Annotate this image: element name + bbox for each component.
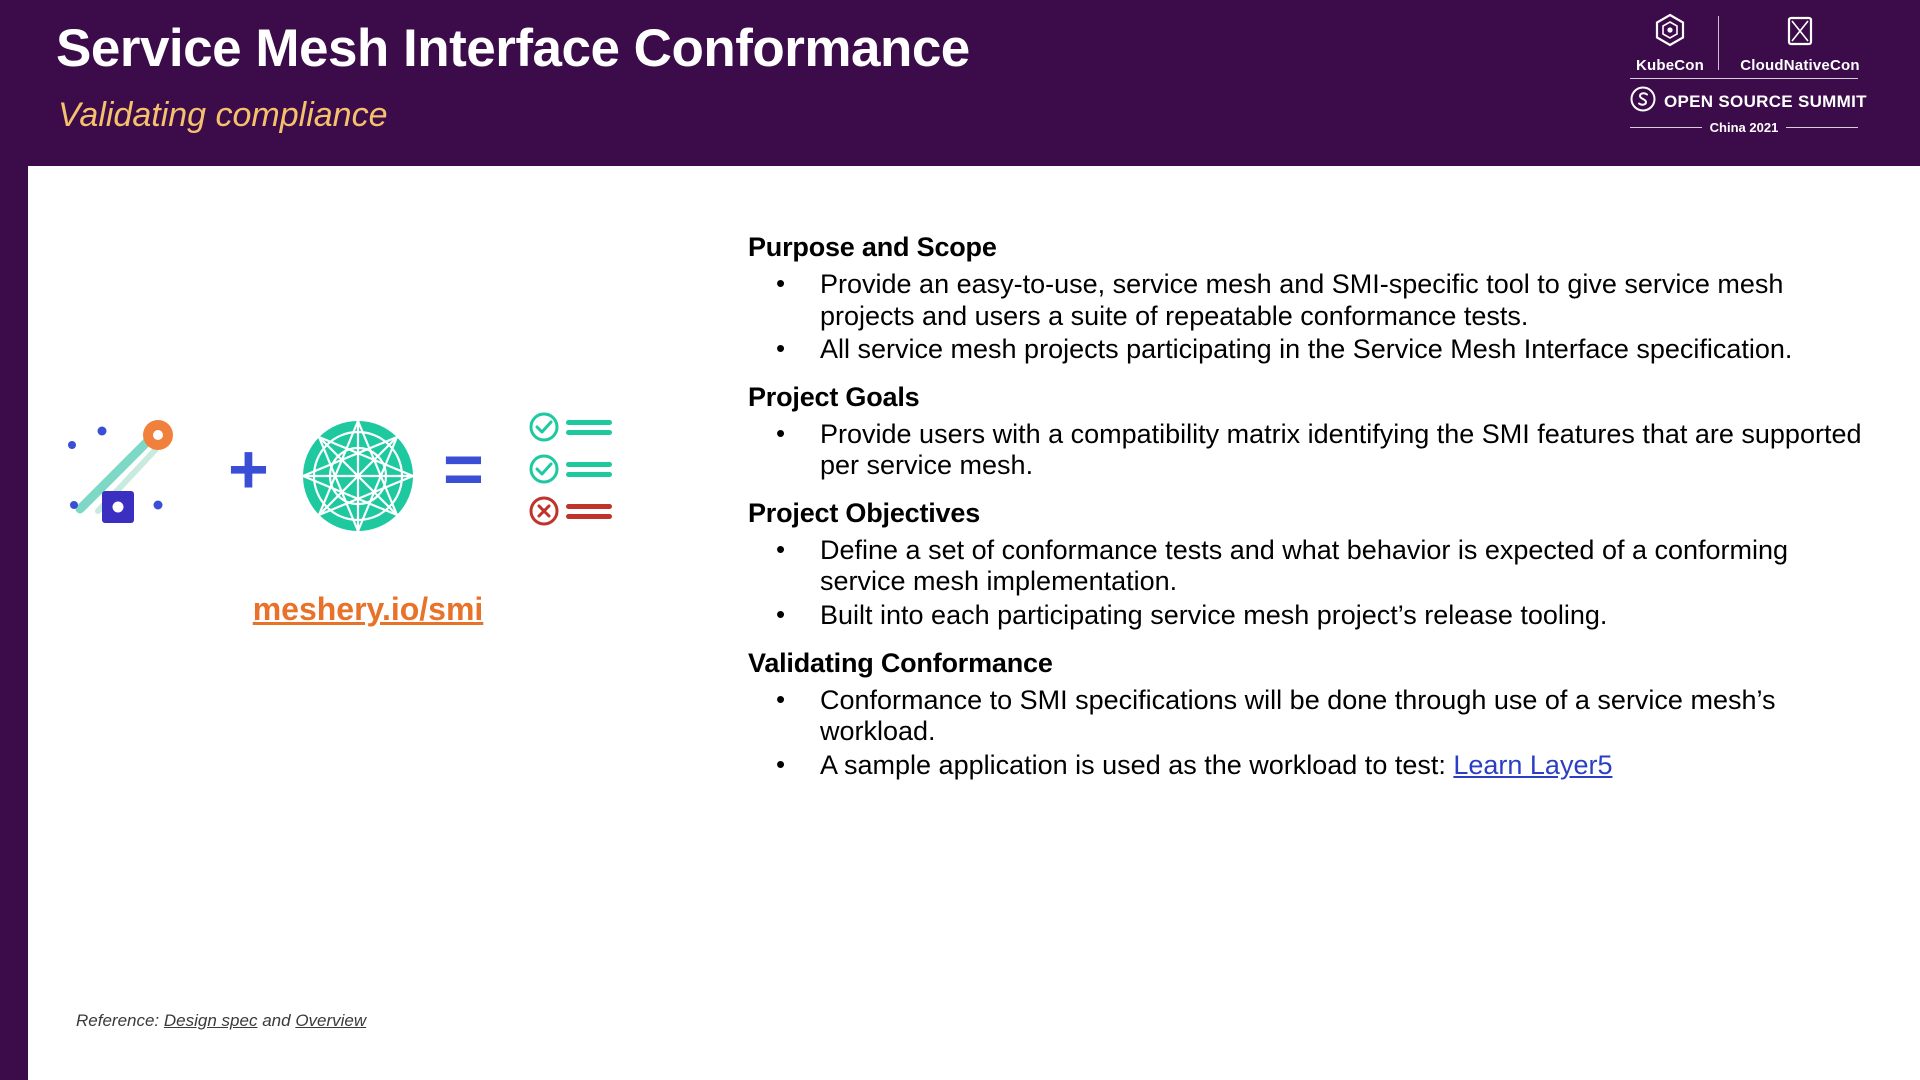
conformance-test-results-icon [531,414,612,524]
list-item: • Define a set of conformance tests and what behavior is expected of a conforming service mesh implementation. [748,535,1878,598]
section-purpose-and-scope [748,232,1878,366]
list-item: • Provide an easy-to-use, service mesh and SMI-specific tool to give service mesh projects and users a suite of repeatable conformance tests. [748,269,1878,332]
learn-layer5-link[interactable]: Learn Layer5 [1453,749,1613,780]
bullet-list [748,419,1878,482]
svg-text:+: + [228,430,269,508]
open-source-summit-s-icon [1630,86,1656,117]
svg-text:=: = [443,430,484,508]
list-item: • Conformance to SMI specifications will be done through use of a service mesh’s workload. [748,685,1878,748]
list-item: • Built into each participating service mesh project’s release tooling. [748,600,1878,632]
meshery-logo-icon [68,420,173,523]
logo-year-line-left [1630,127,1702,128]
bullet-list [748,685,1878,782]
section-validating-conformance [748,648,1878,782]
list-item: • Provide users with a compatibility matrix identifying the SMI features that are supported per service mesh. [748,419,1878,482]
section-heading: Validating Conformance [748,647,1053,678]
event-logo-lockup [1630,8,1880,148]
bullet-list [748,269,1878,366]
logo-horizontal-rule [1630,78,1858,79]
logo-year-line-right [1786,127,1858,128]
logo-divider [1718,16,1719,70]
cloud-native-cube-icon [1781,12,1819,55]
list-item: • All service mesh projects participating in the Service Mesh Interface specification. [748,334,1878,366]
page-subtitle: Validating compliance [58,96,388,134]
left-accent-rail [0,0,28,1080]
section-heading: Purpose and Scope [748,232,997,262]
summit-label: OPEN SOURCE SUMMIT [1664,91,1867,111]
bullet-list [748,535,1878,632]
equation-graphic [58,401,658,551]
service-mesh-interface-icon [303,421,413,531]
reference-overview-link[interactable]: Overview [295,1011,367,1030]
cloudnativecon-label: CloudNativeCon [1740,57,1860,74]
section-project-goals [748,382,1878,482]
page-title: Service Mesh Interface Conformance [56,19,970,78]
reference-prefix: Reference: [76,1011,160,1030]
kubernetes-helm-icon [1651,12,1689,55]
kubecon-logo [1630,12,1710,74]
reference-conjunction: and [262,1011,291,1030]
meshery-smi-link[interactable]: meshery.io/smi [252,591,484,627]
slide-header [28,0,1920,166]
section-heading: Project Goals [748,381,920,412]
list-item [748,750,1878,782]
section-heading: Project Objectives [748,497,981,528]
right-content-column [748,232,1878,783]
list-item-text: A sample application is used as the workload to test: [820,749,1454,780]
kubecon-label: KubeCon [1635,57,1705,74]
event-year-label: China 2021 [1709,120,1779,135]
section-project-objectives [748,498,1878,632]
reference-note [76,1011,366,1031]
left-content-column [28,166,748,1080]
cloudnativecon-logo [1735,12,1865,74]
reference-design-spec-link[interactable]: Design spec [163,1011,258,1030]
